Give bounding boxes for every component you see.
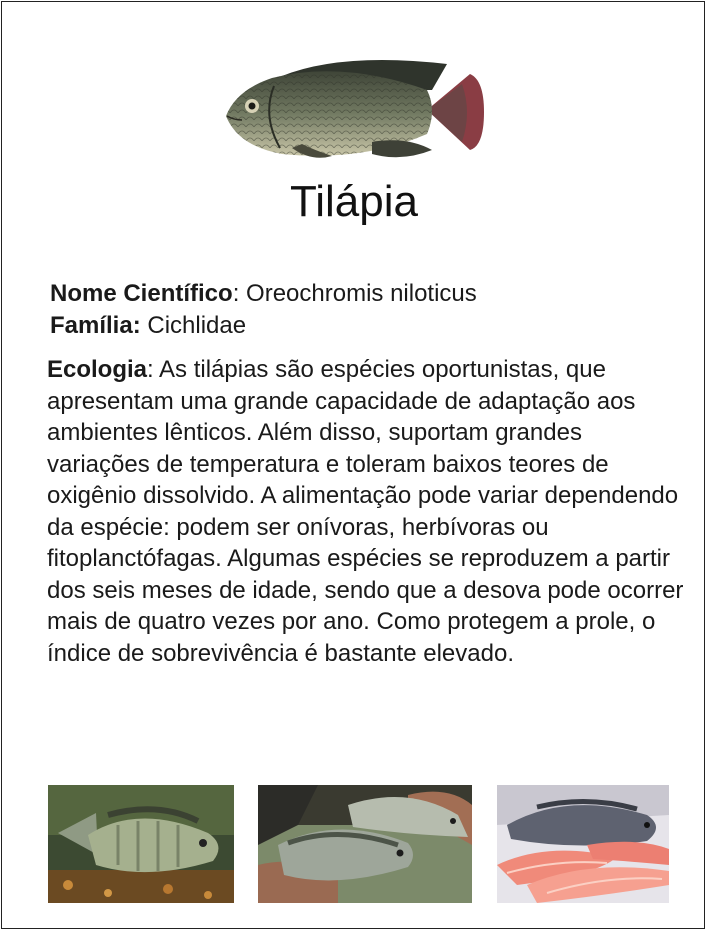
species-title: Tilápia bbox=[290, 177, 418, 226]
ecology-label: Ecologia bbox=[47, 356, 148, 383]
scientific-name-row: Nome Científico: Oreochromis niloticus bbox=[50, 280, 477, 307]
aquarium-fish-photo bbox=[48, 785, 234, 903]
scientific-name-value: Oreochromis niloticus bbox=[246, 280, 477, 307]
tilapia-hero-image bbox=[222, 50, 488, 170]
family-value: Cichlidae bbox=[147, 312, 247, 339]
scientific-name-label: Nome Científico bbox=[50, 280, 233, 307]
facts-block bbox=[50, 278, 477, 342]
fish-icon bbox=[222, 50, 488, 170]
family-label: Família: bbox=[50, 312, 141, 339]
ecology-paragraph: Ecologia: As tilápias são espécies oportunistas, que apresentam uma grande capacidade de adaptação aos ambientes lênticos. Além disso, suportam grandes variações de temperatura e toleram baixos teores de oxigênio dissolvido. A alimentação pode variar dependendo da espécie: podem ser onívoras, herbívoras ou fitoplanctófagas. Algumas espécies se reproduzem a partir dos seis meses de idade, sendo que a desova pode ocorrer mais de quatro vezes por ano. Como protegem a prole, o índice de sobrevivência é bastante elevado. bbox=[47, 356, 684, 667]
family-row bbox=[50, 310, 477, 342]
fish-in-hands-photo bbox=[258, 785, 472, 903]
ecology-text: As tilápias são espécies oportunistas, que apresentam uma grande capacidade de adaptação aos ambientes lênticos. Além disso, suportam grandes variações de temperatura e toleram baixos teores de oxigênio dissolvido. A alimentação pode variar dependendo da espécie: podem ser onívoras, herbívoras ou fitoplanctófagas. Algumas espécies se reproduzem a partir dos seis meses de idade, sendo que a desova pode ocorrer mais de quatro vezes por ano. Como protegem a prole, o índice de sobrevivência é bastante elevado. bbox=[47, 356, 684, 667]
fish-fillets-photo bbox=[497, 785, 669, 903]
